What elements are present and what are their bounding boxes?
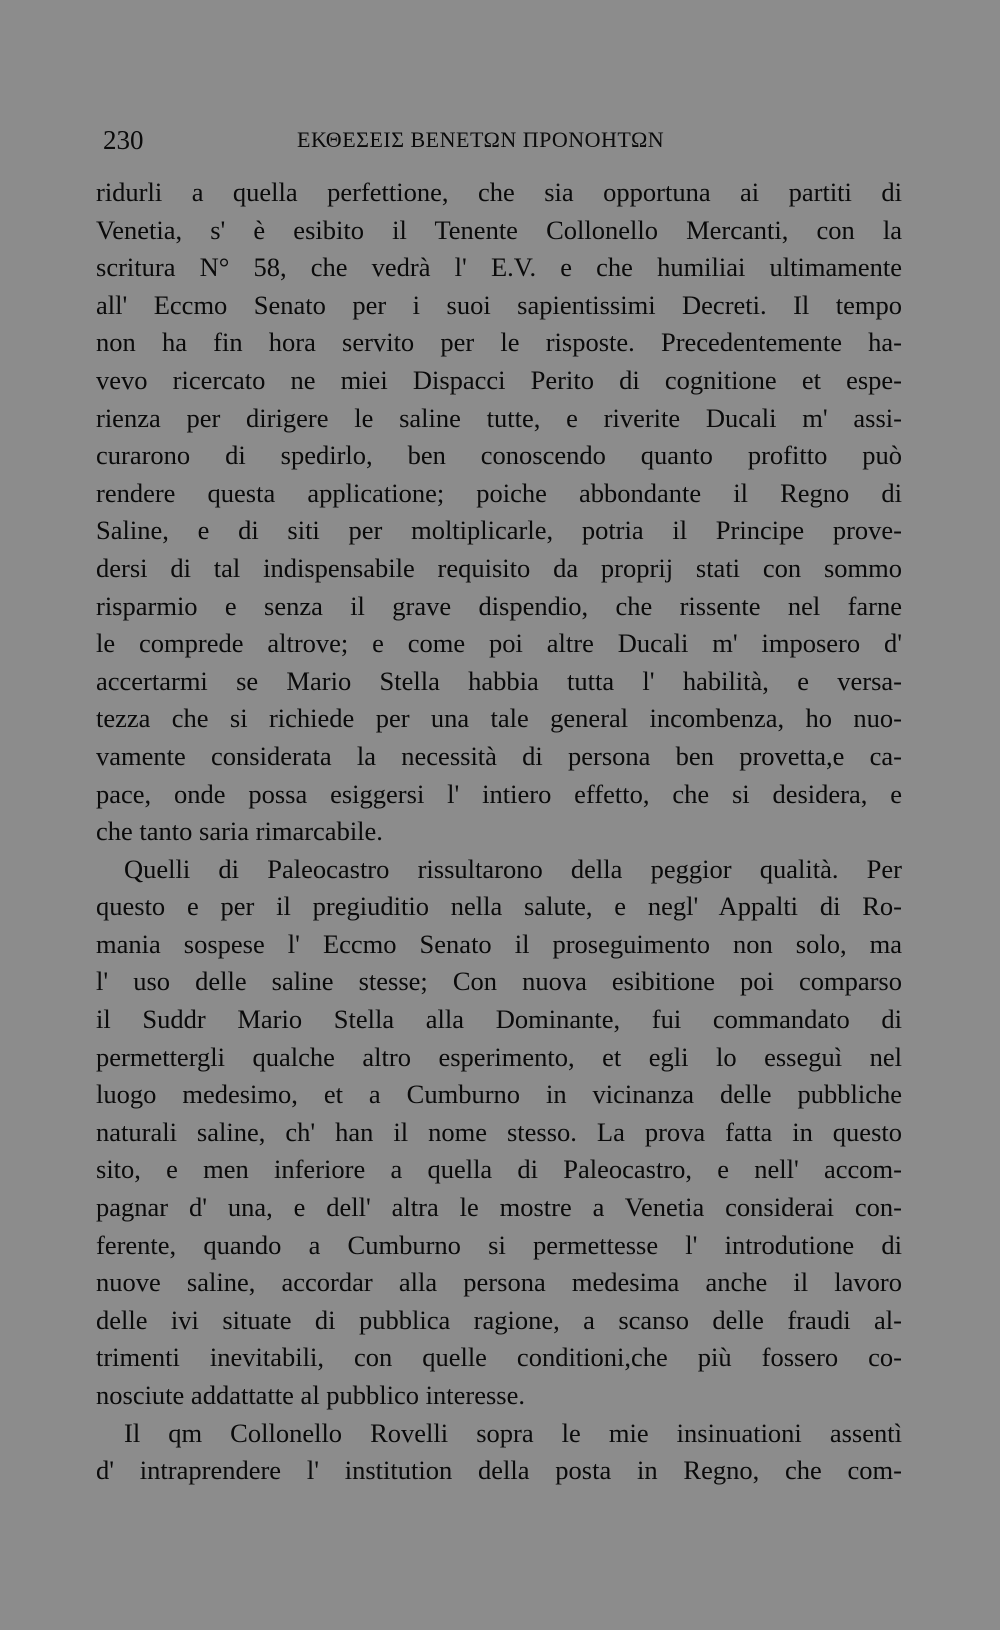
text-line: curarono di spedirlo, ben conoscendo quanto profitto può [96, 440, 902, 471]
text-line: Il qm Collonello Rovelli sopra le mie insinuationi assentì [124, 1417, 902, 1448]
text-line: trimenti inevitabili, con quelle conditioni,che più fossero co- [96, 1342, 902, 1373]
text-line: Venetia, s' è esibito il Tenente Collonello Mercanti, con la [96, 214, 902, 245]
text-line: nuove saline, accordar alla persona medesima anche il lavoro [96, 1267, 902, 1298]
text-line: Saline, e di siti per moltiplicarle, potria il Principe prove- [96, 515, 902, 546]
text-line: l' uso delle saline stesse; Con nuova esibitione poi comparso [96, 966, 902, 997]
text-line: sito, e men inferiore a quella di Paleocastro, e nell' accom- [96, 1154, 902, 1185]
text-line: Quelli di Paleocastro rissultarono della peggior qualità. Per [124, 853, 902, 884]
text-line: d' intraprendere l' institution della posta in Regno, che com- [96, 1455, 902, 1486]
running-head: ΕΚΘΕΣΕΙΣ ΒΕΝΕΤΩΝ ΠΡΟΝΟΗΤΩΝ [297, 127, 665, 152]
text-line: mania sospese l' Eccmo Senato il proseguimento non solo, ma [96, 928, 902, 959]
text-line: nosciute addattatte al pubblico interesse. [96, 1380, 526, 1410]
body-text [96, 174, 902, 1490]
text-line: questo e per il pregiuditio nella salute, e negl' Appalti di Ro- [96, 891, 902, 922]
text-line: accertarmi se Mario Stella habbia tutta l' habilità, e versa- [96, 665, 902, 696]
page-header [100, 120, 900, 160]
text-line: che tanto saria rimarcabile. [96, 816, 383, 847]
text-line: rienza per dirigere le saline tutte, e riverite Ducali m' assi- [96, 402, 902, 433]
text-line: naturali saline, ch' han il nome stesso. La prova fatta in questo [96, 1116, 902, 1147]
text-line: pagnar d' una, e dell' altra le mostre a Venetia considerai con- [96, 1192, 902, 1223]
text-line: delle ivi situate di pubblica ragione, a scanso delle fraudi al- [96, 1304, 902, 1335]
text-line: rendere questa applicatione; poiche abbondante il Regno di [96, 477, 902, 508]
text-line: risparmio e senza il grave dispendio, che rissente nel farne [96, 590, 902, 621]
text-line: luogo medesimo, et a Cumburno in vicinanza delle pubbliche [96, 1079, 902, 1110]
page-number: 230 [103, 125, 144, 155]
text-line: non ha fin hora servito per le risposte. Precedentemente ha- [96, 327, 902, 358]
text-line: le comprede altrove; e come poi altre Ducali m' imposero d' [96, 628, 902, 659]
text-line: permettergli qualche altro esperimento, et egli lo esseguì nel [96, 1041, 902, 1072]
text-line: dersi di tal indispensabile requisito da proprij stati con sommo [96, 552, 902, 583]
text-line: pace, onde possa esiggersi l' intiero effetto, che si desidera, e [96, 778, 902, 809]
text-line: vevo ricercato ne miei Dispacci Perito di cognitione et espe- [96, 364, 902, 395]
text-line: vamente considerata la necessità di persona ben provetta,e ca- [96, 740, 902, 771]
text-line: all' Eccmo Senato per i suoi sapientissimi Decreti. Il tempo [96, 289, 902, 320]
text-line: ferente, quando a Cumburno si permettesse l' introdutione di [96, 1229, 902, 1260]
text-line: tezza che si richiede per una tale general incombenza, ho nuo- [96, 703, 902, 734]
text-line: il Suddr Mario Stella alla Dominante, fui commandato di [96, 1004, 902, 1035]
text-line: ridurli a quella perfettione, che sia opportuna ai partiti di [96, 177, 902, 207]
text-line: scritura N° 58, che vedrà l' E.V. e che humiliai ultimamente [96, 252, 902, 283]
